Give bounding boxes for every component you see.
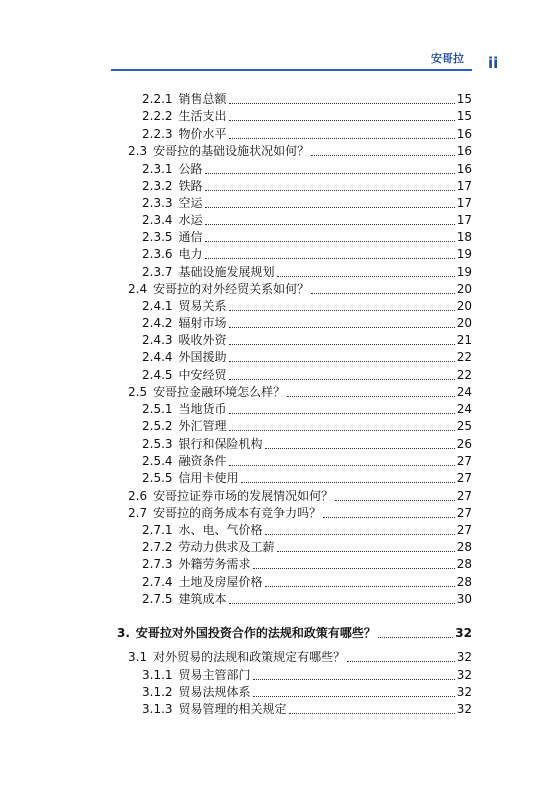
toc-entry-page: 32: [456, 668, 472, 682]
toc-entry-page: 24: [456, 402, 472, 416]
toc-entry-page: 27: [456, 506, 472, 520]
dot-leader: [229, 112, 455, 121]
dot-leader: [205, 216, 455, 225]
toc-entry-title: 公路: [178, 162, 203, 176]
toc-entry-page: 15: [456, 92, 472, 106]
dot-leader: [335, 492, 455, 501]
toc-entry-page: 22: [456, 368, 472, 382]
dot-leader: [229, 353, 455, 362]
toc-entry-page: 16: [456, 127, 472, 141]
toc-entry[interactable]: [142, 91, 472, 108]
dot-leader: [287, 388, 455, 397]
toc-entry[interactable]: [142, 470, 472, 487]
toc-entry-title: 物价水平: [178, 127, 227, 141]
toc-entry-title: 销售总额: [178, 92, 227, 106]
toc-entry[interactable]: [128, 649, 472, 666]
toc-entry-page: 18: [456, 230, 472, 244]
dot-leader: [205, 233, 455, 242]
dot-leader: [205, 182, 455, 191]
toc-entry-page: 24: [456, 385, 472, 399]
toc-entry[interactable]: [142, 684, 472, 701]
toc-entry-number: 2.3.5: [142, 230, 173, 244]
toc-entry[interactable]: [142, 229, 472, 246]
toc-entry-page: 30: [456, 592, 472, 606]
toc-entry[interactable]: [142, 349, 472, 366]
toc-entry-page: 16: [456, 162, 472, 176]
toc-entry-page: 28: [456, 557, 472, 571]
toc-entry-title: 贸易主管部门: [178, 668, 251, 682]
toc-entry-title: 外汇管理: [178, 419, 227, 433]
toc-entry-page: 27: [456, 489, 472, 503]
dot-leader: [229, 422, 455, 431]
toc-entry-title: 安哥拉对外国投资合作的法规和政策有哪些？: [135, 626, 376, 640]
toc-entry[interactable]: [117, 625, 472, 642]
toc-entry-number: 2.7.5: [142, 592, 173, 606]
toc-entry-page: 17: [456, 213, 472, 227]
toc-entry-title: 铁路: [178, 179, 203, 193]
toc-entry-number: 2.3.2: [142, 179, 173, 193]
toc-entry-page: 21: [456, 333, 472, 347]
dot-leader: [265, 578, 455, 587]
toc-entry-page: 17: [456, 179, 472, 193]
toc-entry-title: 安哥拉的商务成本有竞争力吗？: [153, 506, 322, 520]
toc-entry-title: 吸收外资: [178, 333, 227, 347]
toc-entry-number: 2.5.5: [142, 471, 173, 485]
toc-entry[interactable]: [142, 108, 472, 125]
toc-entry-number: 2.6: [128, 489, 148, 503]
toc-entry[interactable]: [142, 315, 472, 332]
toc-entry[interactable]: [128, 488, 472, 505]
dot-leader: [205, 250, 455, 259]
toc-entry-title: 安哥拉的对外经贸关系如何？: [153, 282, 310, 296]
toc-entry-page: 20: [456, 282, 472, 296]
toc-entry-number: 2.2.1: [142, 92, 173, 106]
toc-entry[interactable]: [142, 591, 472, 608]
dot-leader: [229, 95, 455, 104]
page-number: ii: [488, 54, 499, 72]
toc-entry-title: 贸易法规体系: [178, 685, 251, 699]
toc-entry[interactable]: [142, 574, 472, 591]
dot-leader: [241, 474, 455, 483]
toc-entry-page: 26: [456, 437, 472, 451]
toc-entry-title: 外国援助: [178, 350, 227, 364]
dot-leader: [253, 560, 455, 569]
toc-entry-title: 贸易关系: [178, 299, 227, 313]
toc-entry-number: 2.3.3: [142, 196, 173, 210]
dot-leader: [311, 285, 455, 294]
header-rule: [111, 69, 472, 71]
toc-entry-title: 银行和保险机构: [178, 437, 263, 451]
toc-entry-title: 外籍劳务需求: [178, 557, 251, 571]
toc-entry[interactable]: [142, 126, 472, 143]
toc-entry-number: 3.1.3: [142, 702, 173, 716]
toc-entry-title: 建筑成本: [178, 592, 227, 606]
dot-leader: [265, 440, 455, 449]
toc-entry-page: 15: [456, 109, 472, 123]
toc-entry-page: 32: [455, 626, 472, 640]
toc-entry-page: 25: [456, 419, 472, 433]
dot-leader: [229, 457, 455, 466]
dot-leader: [323, 509, 455, 518]
toc-entry-number: 2.7.1: [142, 523, 173, 537]
toc-entry-title: 水、电、气价格: [178, 523, 263, 537]
toc-entry-title: 安哥拉金融环境怎么样？: [153, 385, 286, 399]
toc-entry[interactable]: [142, 212, 472, 229]
dot-leader: [205, 165, 455, 174]
toc-entry-number: 2.4.4: [142, 350, 173, 364]
toc-entry-number: 2.3.7: [142, 265, 173, 279]
toc-entry-page: 32: [456, 702, 472, 716]
toc-entry-number: 2.3.1: [142, 162, 173, 176]
toc-entry-number: 2.4.3: [142, 333, 173, 347]
toc-entry[interactable]: [142, 178, 472, 195]
dot-leader: [253, 688, 455, 697]
dot-leader: [347, 653, 455, 662]
toc-entry-title: 融资条件: [178, 454, 227, 468]
dot-leader: [277, 268, 455, 277]
dot-leader: [229, 130, 455, 139]
toc-entry[interactable]: [142, 539, 472, 556]
dot-leader: [378, 629, 453, 638]
toc-entry[interactable]: [142, 436, 472, 453]
toc-entry-page: 22: [456, 350, 472, 364]
dot-leader: [265, 526, 455, 535]
toc-entry-number: 2.4: [128, 282, 148, 296]
toc-entry-page: 28: [456, 540, 472, 554]
dot-leader: [205, 199, 455, 208]
toc-entry[interactable]: [128, 384, 472, 401]
dot-leader: [253, 671, 455, 680]
toc-entry-title: 电力: [178, 247, 203, 261]
toc-entry-title: 基础设施发展规划: [178, 265, 275, 279]
toc-entry-page: 28: [456, 575, 472, 589]
toc-entry-title: 中安经贸: [178, 368, 227, 382]
toc-entry-number: 2.5: [128, 385, 148, 399]
running-header-title: 安哥拉: [431, 52, 464, 65]
dot-leader: [229, 595, 455, 604]
toc-entry-number: 3.: [117, 626, 130, 640]
toc-entry-number: 2.3: [128, 144, 148, 158]
toc-entry-number: 2.4.5: [142, 368, 173, 382]
toc-entry-page: 32: [456, 650, 472, 664]
toc-entry-title: 空运: [178, 196, 203, 210]
toc-entry-title: 安哥拉证券市场的发展情况如何？: [153, 489, 334, 503]
toc-entry-title: 通信: [178, 230, 203, 244]
toc-entry-number: 2.7.4: [142, 575, 173, 589]
toc-entry-number: 2.4.2: [142, 316, 173, 330]
toc-entry-title: 信用卡使用: [178, 471, 239, 485]
toc-entry-number: 3.1: [128, 650, 148, 664]
toc-entry-page: 27: [456, 471, 472, 485]
toc-entry-number: 2.7.3: [142, 557, 173, 571]
toc-entry-number: 2.4.1: [142, 299, 173, 313]
toc-entry[interactable]: [142, 161, 472, 178]
toc-entry-number: 2.5.3: [142, 437, 173, 451]
toc-entry[interactable]: [128, 281, 472, 298]
toc-entry[interactable]: [142, 453, 472, 470]
toc-entry[interactable]: [142, 522, 472, 539]
toc-entry[interactable]: [142, 401, 472, 418]
toc-entry-page: 27: [456, 523, 472, 537]
toc-entry[interactable]: [128, 505, 472, 522]
toc-entry-page: 20: [456, 299, 472, 313]
toc-entry-number: 2.3.4: [142, 213, 173, 227]
toc-entry-page: 19: [456, 247, 472, 261]
toc-entry-number: 2.5.2: [142, 419, 173, 433]
toc-entry-page: 20: [456, 316, 472, 330]
toc-entry-number: 2.5.4: [142, 454, 173, 468]
toc-entry[interactable]: [142, 367, 472, 384]
toc-entry[interactable]: [142, 264, 472, 281]
toc-entry-page: 32: [456, 685, 472, 699]
toc-entry-page: 19: [456, 265, 472, 279]
toc-entry-title: 辐射市场: [178, 316, 227, 330]
toc-entry-number: 2.7.2: [142, 540, 173, 554]
toc-entry-number: 2.2.2: [142, 109, 173, 123]
toc-entry-title: 安哥拉的基础设施状况如何？: [153, 144, 310, 158]
toc-entry[interactable]: [128, 143, 472, 160]
dot-leader: [229, 302, 455, 311]
toc-entry[interactable]: [142, 195, 472, 212]
toc-entry-page: 27: [456, 454, 472, 468]
toc-entry-title: 对外贸易的法规和政策规定有哪些？: [153, 650, 346, 664]
toc-entry-title: 当地货币: [178, 402, 227, 416]
toc-entry-title: 生活支出: [178, 109, 227, 123]
toc-entry-page: 17: [456, 196, 472, 210]
toc-entry-title: 劳动力供求及工薪: [178, 540, 275, 554]
toc-entry[interactable]: [142, 667, 472, 684]
toc-entry[interactable]: [142, 556, 472, 573]
dot-leader: [277, 543, 455, 552]
dot-leader: [289, 705, 455, 714]
dot-leader: [229, 405, 455, 414]
toc-entry-title: 土地及房屋价格: [178, 575, 263, 589]
toc-entry-title: 贸易管理的相关规定: [178, 702, 287, 716]
toc-entry-number: 2.3.6: [142, 247, 173, 261]
toc-entry-number: 3.1.1: [142, 668, 173, 682]
dot-leader: [229, 336, 455, 345]
toc-entry-number: 2.2.3: [142, 127, 173, 141]
toc-entry-number: 3.1.2: [142, 685, 173, 699]
toc-entry-title: 水运: [178, 213, 203, 227]
toc-entry[interactable]: [142, 298, 472, 315]
toc-entry[interactable]: [142, 332, 472, 349]
toc-entry[interactable]: [142, 701, 472, 718]
toc-entry-page: 16: [456, 144, 472, 158]
dot-leader: [311, 147, 455, 156]
toc-entry[interactable]: [142, 246, 472, 263]
dot-leader: [229, 371, 455, 380]
toc-entry-number: 2.5.1: [142, 402, 173, 416]
dot-leader: [229, 319, 455, 328]
toc-entry[interactable]: [142, 418, 472, 435]
toc-entry-number: 2.7: [128, 506, 148, 520]
